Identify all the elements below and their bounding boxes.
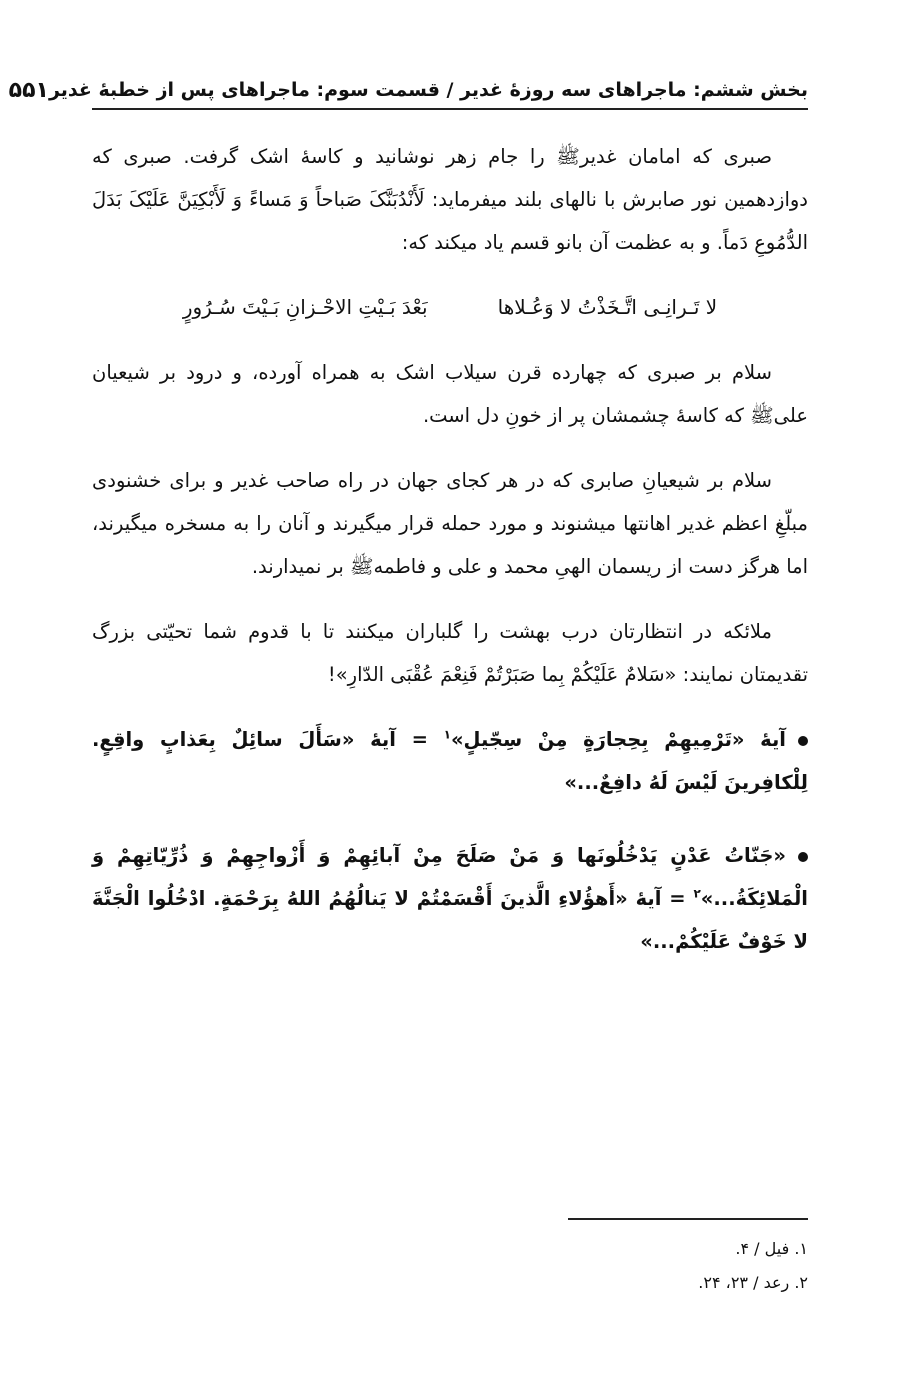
footnote-ref-1: ۱ bbox=[443, 727, 451, 742]
bullet-item-2 bbox=[92, 834, 808, 963]
footnote-1: ۱. فیل / ۴. bbox=[735, 1239, 808, 1258]
verse-first-hemistich: لا تَـرانِـی اتَّـخَذْتُ لا وَعُـلاها bbox=[497, 295, 718, 319]
bullet-2-text-after: = آیهٔ «أَهؤُلاءِ الَّذینَ أَقْسَمْتُمْ لا یَنالُهُمُ اللهُ بِرَحْمَةٍ. ادْخُلُوا الْجَنَّةَ لا خَوْفٌ عَلَیْکُمْ...» bbox=[92, 887, 808, 953]
paragraph-1: صبری که امامان غدیرﷺ را جام زهر نوشانید و کاسهٔ اشک گرفت. صبری که دوازدهمین نور صابرش با نالهای بلند میفرماید: لَأَنْدُبَنَّکَ صَباحاً وَ مَساءً وَ لَأَبْکِیَنَّ عَلَیْکَ بَدَلَ الدُّمُوعِ دَماً. و به عظمت آن بانو قسم یاد میکند که: bbox=[92, 145, 808, 254]
footnote-2: ۲. رعد / ۲۳، ۲۴. bbox=[698, 1273, 808, 1292]
bullet-dot-icon bbox=[798, 852, 808, 862]
bullet-1-text-after: = آیهٔ «سَأَلَ سائِلٌ بِعَذابٍ واقِعٍ. لِلْکافِرینَ لَیْسَ لَهُ دافِعٌ...» bbox=[92, 728, 808, 794]
bullet-item-1 bbox=[92, 718, 808, 804]
bullet-dot-icon bbox=[798, 736, 808, 746]
bullet-2-text: «جَنّاتُ عَدْنٍ یَدْخُلُونَها وَ مَنْ صَلَحَ مِنْ آبائِهِمْ وَ أَزْواجِهِمْ وَ ذُرِّیّاتِهِمْ وَ الْمَلائِکَةُ...» bbox=[92, 844, 808, 910]
header-title: بخش ششم: ماجراهای سه روزهٔ غدیر / قسمت سوم: ماجراهای پس از خطبهٔ غدیر bbox=[48, 79, 808, 101]
footnote-ref-2: ۲ bbox=[693, 886, 701, 901]
running-header bbox=[8, 72, 808, 110]
footnote-divider bbox=[568, 1218, 808, 1220]
footnotes bbox=[92, 1232, 808, 1300]
page-number: ۵۵۱ bbox=[8, 77, 49, 103]
bullet-1-text: آیهٔ «تَرْمِیهِمْ بِحِجارَةٍ مِنْ سِجّیلٍ» bbox=[450, 728, 786, 751]
poem-verse bbox=[92, 286, 808, 329]
paragraph-2: سلام بر صبری که چهارده قرن سیلاب اشک به همراه آورده، و درود بر شیعیان علیﷺ که کاسهٔ چشمشان پر از خونِ دل است. bbox=[92, 361, 808, 427]
verse-second-hemistich: بَعْدَ بَـیْتِ الاحْـزانِ بَـیْتَ سُـرُورٍ bbox=[182, 295, 428, 319]
paragraph-4: ملائکه در انتظارتان درب بهشت را گلباران میکنند تا با قدوم شما تحیّتی بزرگ تقدیمتان نمایند: «سَلامٌ عَلَیْکُمْ بِما صَبَرْتُمْ فَنِعْمَ عُقْبَی الدّارِ»! bbox=[92, 620, 808, 686]
page-content bbox=[92, 135, 808, 993]
paragraph-3: سلام بر شیعیانِ صابری که در هر کجای جهان در راه صاحب غدیر و برای خشنودی مبلّغِ اعظم غدیر اهانتها میشنوند و مورد حمله قرار میگیرند و آنان را به مسخره میگیرند، اما هرگز دست از ریسمان الهیِ محمد و علی و فاطمهﷺ بر نمیدارند. bbox=[92, 469, 808, 578]
